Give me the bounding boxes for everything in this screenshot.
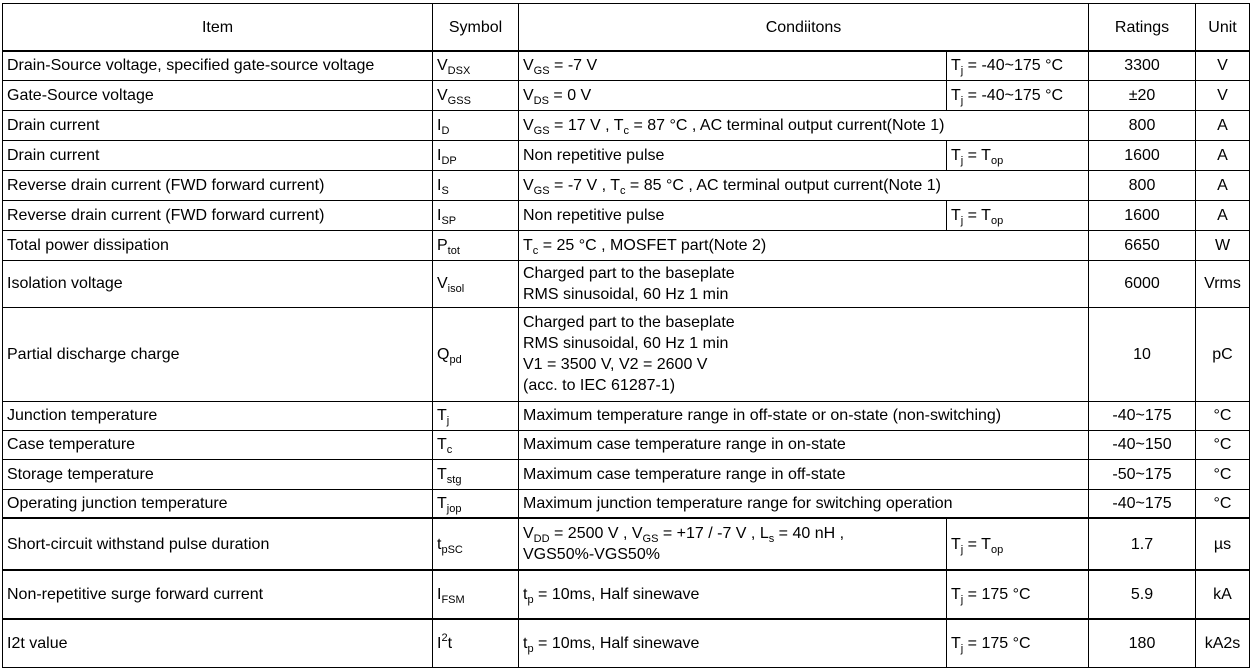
text-run: Non repetitive pulse (523, 146, 665, 164)
rating-cell: -40~175 (1089, 489, 1196, 518)
item-cell: Reverse drain current (FWD forward current) (3, 200, 433, 230)
symbol-main: Q (437, 345, 450, 363)
symbol-subscript: pSC (441, 543, 463, 556)
table-row (3, 619, 1250, 667)
text-run: = 17 V , T (549, 116, 624, 134)
table-row (3, 570, 1250, 619)
rating-cell: 10 (1089, 307, 1196, 401)
table-header-row (3, 4, 1250, 52)
symbol-cell (433, 430, 519, 459)
text-run: = T (963, 535, 991, 553)
text-run: = 85 °C , AC terminal output current(Note 1) (625, 176, 941, 194)
item-cell: Storage temperature (3, 459, 433, 489)
text-run: T (951, 206, 961, 224)
absolute-maximum-ratings-table (2, 3, 1250, 668)
text-run: T (523, 236, 533, 254)
table-row (3, 51, 1250, 80)
subscript: s (768, 533, 775, 545)
text-run: = 87 °C , AC terminal output current(Note 1) (629, 116, 945, 134)
table-row (3, 430, 1250, 459)
table-body (3, 51, 1250, 667)
subscript: j (960, 642, 964, 655)
text-run: = 2500 V , V (549, 525, 643, 542)
symbol-cell (433, 260, 519, 307)
symbol-subscript: tot (447, 244, 460, 257)
symbol-subscript: j (446, 415, 450, 427)
symbol-main: T (437, 407, 447, 424)
symbol-subscript: jop (446, 502, 462, 515)
condition-cell (519, 430, 1089, 459)
item-cell: Drain-Source voltage, specified gate-source voltage (3, 51, 433, 80)
item-cell: Non-repetitive surge forward current (3, 570, 433, 619)
symbol-main: I (437, 176, 442, 194)
temperature-condition-cell (947, 570, 1089, 619)
subscript: p (527, 642, 534, 655)
symbol-subscript: DP (441, 154, 457, 167)
symbol-subscript: SP (441, 214, 457, 227)
rating-cell: 3300 (1089, 51, 1196, 80)
text-run: T (951, 146, 961, 164)
symbol-subscript: GSS (447, 94, 471, 107)
text-run: Maximum case temperature range in off-state (523, 465, 846, 483)
item-cell: Drain current (3, 110, 433, 140)
condition-cell (519, 307, 1089, 401)
temperature-condition-cell (947, 140, 1089, 170)
text-run: Maximum junction temperature range for switching operation (523, 494, 953, 512)
symbol-main: I (437, 586, 442, 603)
rating-cell: 5.9 (1089, 570, 1196, 619)
rating-cell: ±20 (1089, 80, 1196, 110)
symbol-cell (433, 570, 519, 619)
unit-cell: A (1196, 110, 1250, 140)
symbol-cell (433, 51, 519, 80)
item-cell: Drain current (3, 140, 433, 170)
unit-cell: A (1196, 200, 1250, 230)
condition-line: Charged part to the baseplate (523, 264, 735, 282)
text-run: T (951, 535, 961, 553)
condition-line: RMS sinusoidal, 60 Hz 1 min (523, 335, 729, 352)
text-run: Non repetitive pulse (523, 206, 665, 224)
subscript: op (990, 154, 1004, 167)
header-item: Item (3, 4, 433, 52)
table-row (3, 80, 1250, 110)
symbol-cell (433, 200, 519, 230)
symbol-cell (433, 489, 519, 518)
text-run: = 175 °C (963, 586, 1031, 603)
symbol-main: T (437, 465, 447, 483)
rating-cell: 1600 (1089, 200, 1196, 230)
subscript: op (990, 214, 1004, 227)
symbol-main: V (437, 275, 448, 292)
text-run: = -40~175 °C (963, 86, 1064, 104)
condition-line: V1 = 3500 V, V2 = 2600 V (523, 356, 708, 373)
subscript: j (960, 154, 964, 167)
symbol-cell (433, 307, 519, 401)
table-row (3, 401, 1250, 430)
item-cell: Reverse drain current (FWD forward current) (3, 170, 433, 200)
condition-line (523, 544, 942, 565)
header-ratings: Ratings (1089, 4, 1196, 52)
rating-cell: -50~175 (1089, 459, 1196, 489)
unit-cell: °C (1196, 489, 1250, 518)
condition-cell (519, 570, 947, 619)
temperature-condition-cell (947, 619, 1089, 667)
item-cell: Case temperature (3, 430, 433, 459)
condition-cell (519, 260, 1089, 307)
symbol-subscript: FSM (441, 594, 465, 606)
condition-cell (519, 140, 947, 170)
subscript: p (527, 594, 534, 606)
subscript: j (960, 65, 964, 78)
unit-cell: V (1196, 80, 1250, 110)
text-run: V (523, 176, 534, 194)
rating-cell: 6650 (1089, 230, 1196, 260)
text-run: = -7 V (549, 57, 598, 75)
symbol-main: P (437, 236, 448, 254)
symbol-main: I (437, 634, 442, 652)
text-run: = T (963, 206, 991, 224)
text-run: T (951, 57, 961, 75)
unit-cell: °C (1196, 430, 1250, 459)
condition-cell (519, 401, 1089, 430)
symbol-main: t (437, 535, 442, 553)
text-run: T (951, 586, 961, 603)
table-row (3, 260, 1250, 307)
condition-line: Charged part to the baseplate (523, 314, 735, 331)
unit-cell: µs (1196, 518, 1250, 570)
unit-cell: kA2s (1196, 619, 1250, 667)
item-cell: Short-circuit withstand pulse duration (3, 518, 433, 570)
unit-cell: pC (1196, 307, 1250, 401)
subscript: c (619, 184, 626, 197)
item-cell: Junction temperature (3, 401, 433, 430)
temperature-condition-cell (947, 200, 1089, 230)
unit-cell: kA (1196, 570, 1250, 619)
condition-cell (519, 170, 1089, 200)
symbol-cell (433, 401, 519, 430)
unit-cell: W (1196, 230, 1250, 260)
unit-cell: °C (1196, 401, 1250, 430)
symbol-main: T (437, 436, 447, 453)
condition-cell (519, 80, 947, 110)
unit-cell: °C (1196, 459, 1250, 489)
item-cell: Gate-Source voltage (3, 80, 433, 110)
rating-cell: 6000 (1089, 260, 1196, 307)
header-conditions: Condiitons (519, 4, 1089, 52)
symbol-main: I (437, 116, 442, 134)
condition-cell (519, 51, 947, 80)
header-unit: Unit (1196, 4, 1250, 52)
rating-cell: -40~150 (1089, 430, 1196, 459)
condition-cell (519, 489, 1089, 518)
condition-cell (519, 110, 1089, 140)
table-row (3, 459, 1250, 489)
subscript: j (960, 543, 964, 556)
rating-cell: 800 (1089, 170, 1196, 200)
condition-cell (519, 200, 947, 230)
subscript: j (960, 94, 964, 107)
unit-cell: A (1196, 170, 1250, 200)
temperature-condition-cell (947, 51, 1089, 80)
symbol-main: V (437, 86, 448, 104)
condition-cell (519, 459, 1089, 489)
condition-line (523, 523, 942, 544)
table-row (3, 140, 1250, 170)
text-run: t (523, 634, 528, 652)
symbol-cell (433, 80, 519, 110)
symbol-subscript: D (441, 124, 450, 137)
table-row (3, 307, 1250, 401)
text-run: V (523, 116, 534, 134)
text-run: Maximum temperature range in off-state or on-state (non-switching) (523, 407, 1002, 424)
item-cell: Operating junction temperature (3, 489, 433, 518)
text-run: = -7 V , T (549, 176, 620, 194)
rating-cell: 800 (1089, 110, 1196, 140)
symbol-subscript: S (441, 184, 449, 197)
text-run: T (951, 86, 961, 104)
rating-cell: 1.7 (1089, 518, 1196, 570)
subscript: GS (533, 124, 550, 137)
text-run: = 40 nH , (774, 525, 845, 542)
symbol-main: T (437, 494, 447, 512)
subscript: j (960, 594, 964, 606)
text-run: = -40~175 °C (963, 57, 1064, 75)
text-run: t (523, 586, 528, 603)
symbol-cell (433, 230, 519, 260)
unit-cell: A (1196, 140, 1250, 170)
temperature-condition-cell (947, 80, 1089, 110)
table-row (3, 170, 1250, 200)
symbol-subscript: pd (449, 353, 462, 366)
rating-cell: 1600 (1089, 140, 1196, 170)
text-run: VGS50%-VGS50% (523, 546, 660, 563)
text-run: T (951, 634, 961, 652)
text-run: = T (963, 146, 991, 164)
subscript: c (623, 124, 630, 137)
condition-cell (519, 518, 947, 570)
text-run: = 0 V (548, 86, 592, 104)
text-run: Maximum case temperature range in on-state (523, 436, 846, 453)
text-run: V (523, 57, 534, 75)
rating-cell: 180 (1089, 619, 1196, 667)
table-row (3, 518, 1250, 570)
unit-cell: Vrms (1196, 260, 1250, 307)
table-row (3, 200, 1250, 230)
text-run: V (523, 86, 534, 104)
item-cell: Isolation voltage (3, 260, 433, 307)
symbol-subscript: stg (446, 473, 462, 486)
text-run: = 10ms, Half sinewave (533, 586, 700, 603)
temperature-condition-cell (947, 518, 1089, 570)
subscript: GS (642, 533, 659, 545)
symbol-cell (433, 170, 519, 200)
table-row (3, 489, 1250, 518)
symbol-subscript: c (446, 444, 453, 456)
item-cell: I2t value (3, 619, 433, 667)
condition-line: RMS sinusoidal, 60 Hz 1 min (523, 285, 729, 303)
symbol-main: V (437, 57, 448, 75)
text-run: V (523, 525, 534, 542)
subscript: DS (533, 94, 549, 107)
table-row (3, 230, 1250, 260)
item-cell: Partial discharge charge (3, 307, 433, 401)
subscript: GS (533, 65, 550, 78)
text-run: = +17 / -7 V , L (658, 525, 769, 542)
table-row (3, 110, 1250, 140)
text-run: = 10ms, Half sinewave (533, 634, 700, 652)
text-run: = 175 °C (963, 634, 1031, 652)
condition-line: (acc. to IEC 61287-1) (523, 377, 676, 394)
condition-cell (519, 230, 1089, 260)
symbol-main: I (437, 206, 442, 224)
condition-cell (519, 619, 947, 667)
symbol-cell (433, 459, 519, 489)
subscript: j (960, 214, 964, 227)
unit-cell: V (1196, 51, 1250, 80)
rating-cell: -40~175 (1089, 401, 1196, 430)
symbol-suffix: t (447, 634, 453, 652)
symbol-cell (433, 140, 519, 170)
subscript: c (532, 244, 539, 257)
symbol-subscript: isol (447, 283, 465, 295)
text-run: = 25 °C , MOSFET part(Note 2) (538, 236, 767, 254)
subscript: DD (533, 533, 550, 545)
symbol-cell (433, 619, 519, 667)
item-cell: Total power dissipation (3, 230, 433, 260)
symbol-superscript: 2 (441, 631, 448, 644)
symbol-cell (433, 110, 519, 140)
symbol-main: I (437, 146, 442, 164)
subscript: op (990, 543, 1004, 556)
symbol-subscript: DSX (447, 65, 471, 78)
header-symbol: Symbol (433, 4, 519, 52)
symbol-cell (433, 518, 519, 570)
subscript: GS (533, 184, 550, 197)
